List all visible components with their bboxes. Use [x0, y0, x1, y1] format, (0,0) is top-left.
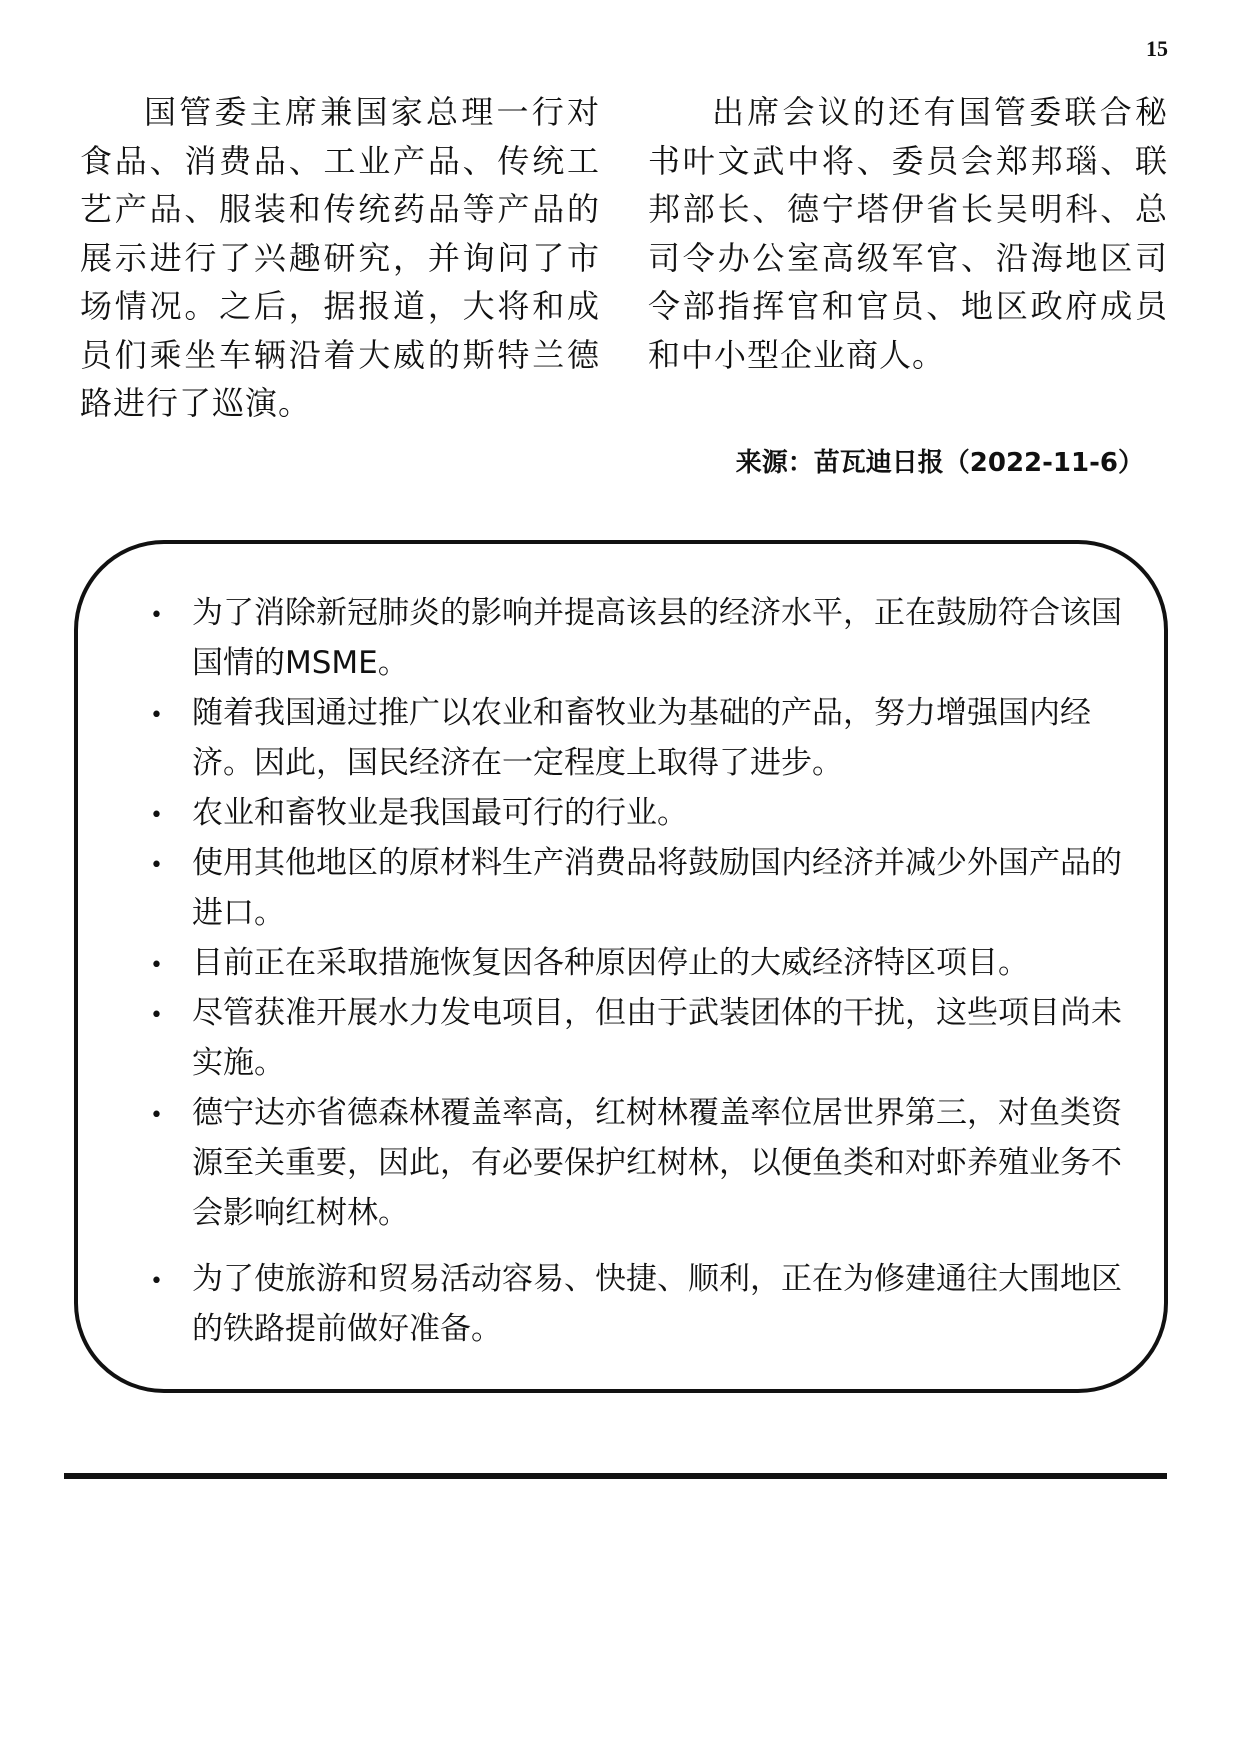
article-columns	[80, 88, 1168, 428]
article-right-column: 出席会议的还有国管委联合秘书叶文武中将、委员会郑邦瑙、联邦部长、德宁塔伊省长吴明科、总司令办公室高级军官、沿海地区司令部指挥官和官员、地区政府成员和中小型企业商人。	[648, 93, 1168, 374]
bullet-icon: •	[150, 853, 163, 878]
list-item-text: 目前正在采取措施恢复因各种原因停止的大威经济特区项目。	[192, 945, 1029, 981]
page-number: 15	[1146, 36, 1168, 61]
bullet-icon: •	[150, 953, 163, 978]
list-item-text: 随着我国通过推广以农业和畜牧业为基础的产品，努力增强国内经济。因此，国民经济在一定程度上取得了进步。	[192, 695, 1091, 781]
source-citation: 来源：苗瓦迪日报（2022-11-6）	[735, 448, 1144, 478]
list-item	[150, 788, 1140, 838]
bullet-icon: •	[150, 603, 163, 628]
list-item-text: 农业和畜牧业是我国最可行的行业。	[192, 795, 688, 831]
list-item-text: 德宁达亦省德森林覆盖率高，红树林覆盖率位居世界第三，对鱼类资源至关重要，因此，有必要保护红树林，以便鱼类和对虾养殖业务不会影响红树林。	[192, 1095, 1122, 1231]
list-item	[150, 988, 1140, 1088]
list-item-text: 尽管获准开展水力发电项目，但由于武装团体的干扰，这些项目尚未实施。	[192, 995, 1122, 1081]
list-item-text: 为了使旅游和贸易活动容易、快捷、顺利，正在为修建通往大围地区的铁路提前做好准备。	[192, 1261, 1122, 1347]
list-item	[150, 1088, 1140, 1238]
list-item-text: 使用其他地区的原材料生产消费品将鼓励国内经济并减少外国产品的进口。	[192, 845, 1122, 931]
list-item	[150, 838, 1140, 938]
horizontal-divider	[64, 1473, 1167, 1479]
bullet-icon: •	[150, 1103, 163, 1128]
list-item	[150, 588, 1140, 688]
bullet-icon: •	[150, 1003, 163, 1028]
list-item	[150, 1254, 1140, 1354]
bullet-icon: •	[150, 703, 163, 728]
bullet-icon: •	[150, 803, 163, 828]
list-item-text: 为了消除新冠肺炎的影响并提高该县的经济水平，正在鼓励符合该国国情的MSME。	[192, 595, 1122, 681]
list-item	[150, 938, 1140, 988]
list-item	[150, 688, 1140, 788]
article-left-column: 国管委主席兼国家总理一行对食品、消费品、工业产品、传统工艺产品、服装和传统药品等产品的展示进行了兴趣研究，并询问了市场情况。之后，据报道，大将和成员们乘坐车辆沿着大威的斯特兰德路进行了巡演。	[80, 93, 600, 422]
summary-list	[150, 588, 1140, 1354]
bullet-icon: •	[150, 1269, 163, 1294]
